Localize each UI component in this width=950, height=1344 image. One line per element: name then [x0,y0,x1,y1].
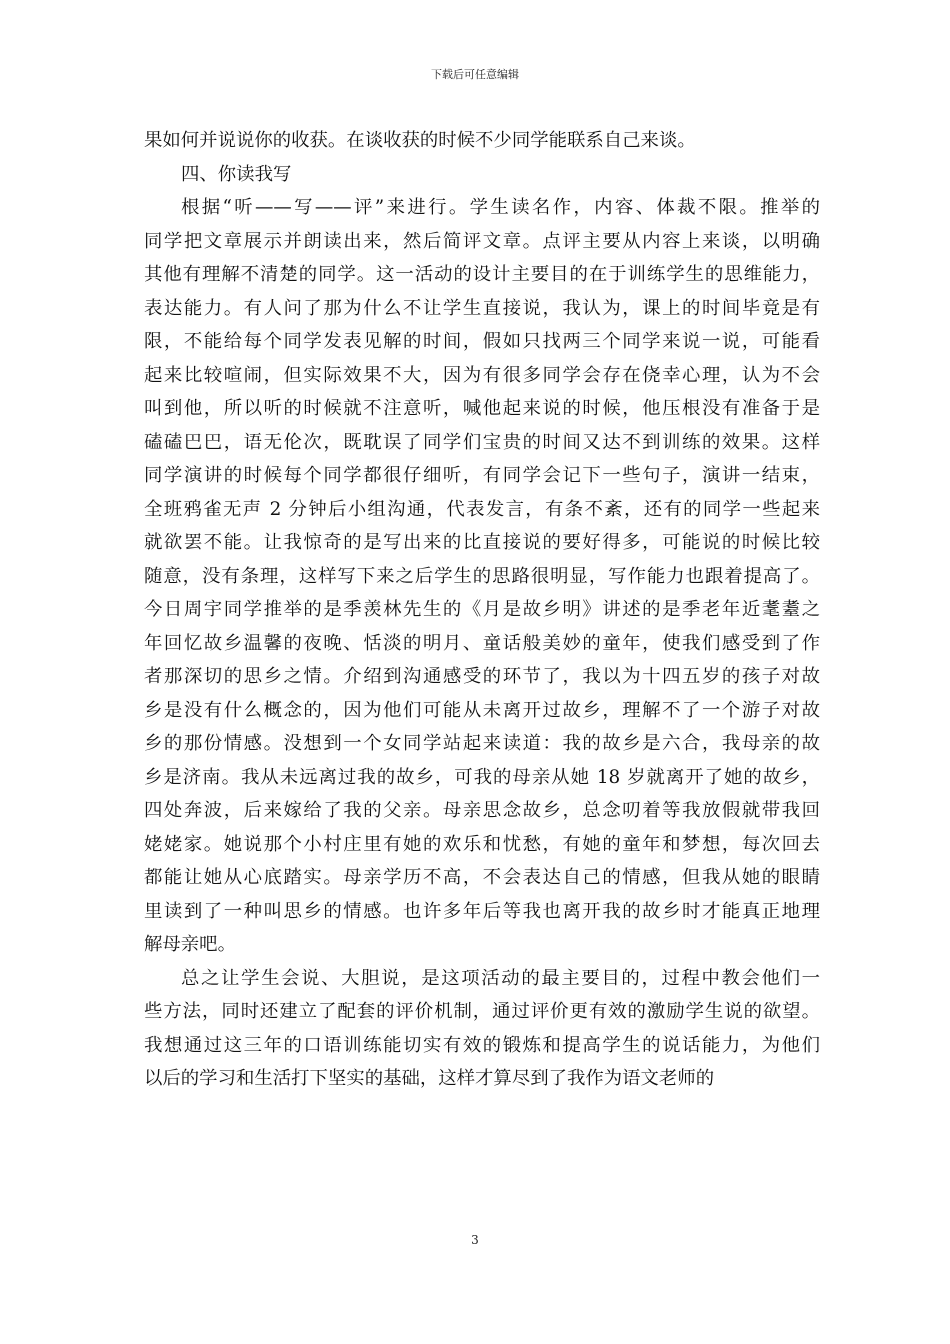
text-line: 表达能力。有人问了那为什么不让学生直接说，我认为，课上的时间毕竟是有 [144,297,820,319]
text-line: 姥姥家。她说那个小村庄里有她的欢乐和忧愁，有她的童年和梦想，每次回去 [144,833,820,855]
page-number: 3 [471,1233,479,1247]
text-line: 起来比较喧闹，但实际效果不大，因为有很多同学会存在侥幸心理，认为不会 [144,364,820,386]
text-line: 者那深切的思乡之情。介绍到沟通感受的环节了，我以为十四五岁的孩子对故 [144,666,820,687]
text-line: 我想通过这三年的口语训练能切实有效的锻炼和提高学生的说话能力，为他们 [144,1034,820,1056]
text-line: 同学演讲的时候每个同学都很仔细听，有同学会记下一些句子，演讲一结束， [144,465,820,486]
text-line: 以后的学习和生活打下坚实的基础，这样才算尽到了我作为语文老师的 [144,1068,715,1089]
text-line: 都能让她从心底踏实。母亲学历不高，不会表达自己的情感，但我从她的眼睛 [144,867,820,888]
text-line: 根据“听——写——评”来进行。学生读名作，内容、体裁不限。推举的 [181,197,820,218]
text-line: 些方法，同时还建立了配套的评价机制，通过评价更有效的激励学生说的欲望。 [144,1001,820,1022]
text-line: 四处奔波，后来嫁给了我的父亲。母亲思念故乡，总念叨着等我放假就带我回 [144,800,820,821]
text-line: 磕磕巴巴，语无伦次，既耽误了同学们宝贵的时间又达不到训练的效果。这样 [144,431,820,453]
text-line: 解母亲吧。 [144,934,236,955]
text-line: 其他有理解不清楚的同学。这一活动的设计主要目的在于训练学生的思维能力， [144,264,820,285]
text-line: 乡是济南。我从未远离过我的故乡，可我的母亲从她 18 岁就离开了她的故乡， [144,766,820,788]
text-line: 限，不能给每个同学发表见解的时间，假如只找两三个同学来说一说，可能看 [144,331,820,352]
text-line: 年回忆故乡温馨的夜晚、恬淡的明月、童话般美妙的童年，使我们感受到了作 [144,632,820,654]
text-line: 总之让学生会说、大胆说，是这项活动的最主要目的，过程中教会他们一 [181,967,820,989]
text-line: 叫到他，所以听的时候就不注意听，喊他起来说的时候，他压根没有准备于是 [144,398,820,419]
text-line: 同学把文章展示并朗读出来，然后简评文章。点评主要从内容上来谈，以明确 [144,230,820,252]
text-line: 乡是没有什么概念的，因为他们可能从未离开过故乡，理解不了一个游子对故 [144,699,820,721]
text-line: 四、你读我写 [181,163,292,185]
text-line: 全班鸦雀无声 2 分钟后小组沟通，代表发言，有条不紊，还有的同学一些起来 [144,498,820,520]
text-line: 果如何并说说你的收获。在谈收获的时候不少同学能联系自己来谈。 [144,130,696,151]
text-line: 随意，没有条理，这样写下来之后学生的思路很明显，写作能力也跟着提高了。 [144,565,820,587]
page-header: 下载后可任意编辑 [431,68,519,81]
text-line: 乡的那份情感。没想到一个女同学站起来读道：我的故乡是六合，我母亲的故 [144,733,820,754]
text-line: 里读到了一种叫思乡的情感。也许多年后等我也离开我的故乡时才能真正地理 [144,900,820,922]
text-line: 今日周宇同学推举的是季羡林先生的《月是故乡明》讲述的是季老年近耄耋之 [144,599,820,620]
body-text [144,124,820,1096]
text-line: 就欲罢不能。让我惊奇的是写出来的比直接说的要好得多，可能说的时候比较 [144,532,820,553]
